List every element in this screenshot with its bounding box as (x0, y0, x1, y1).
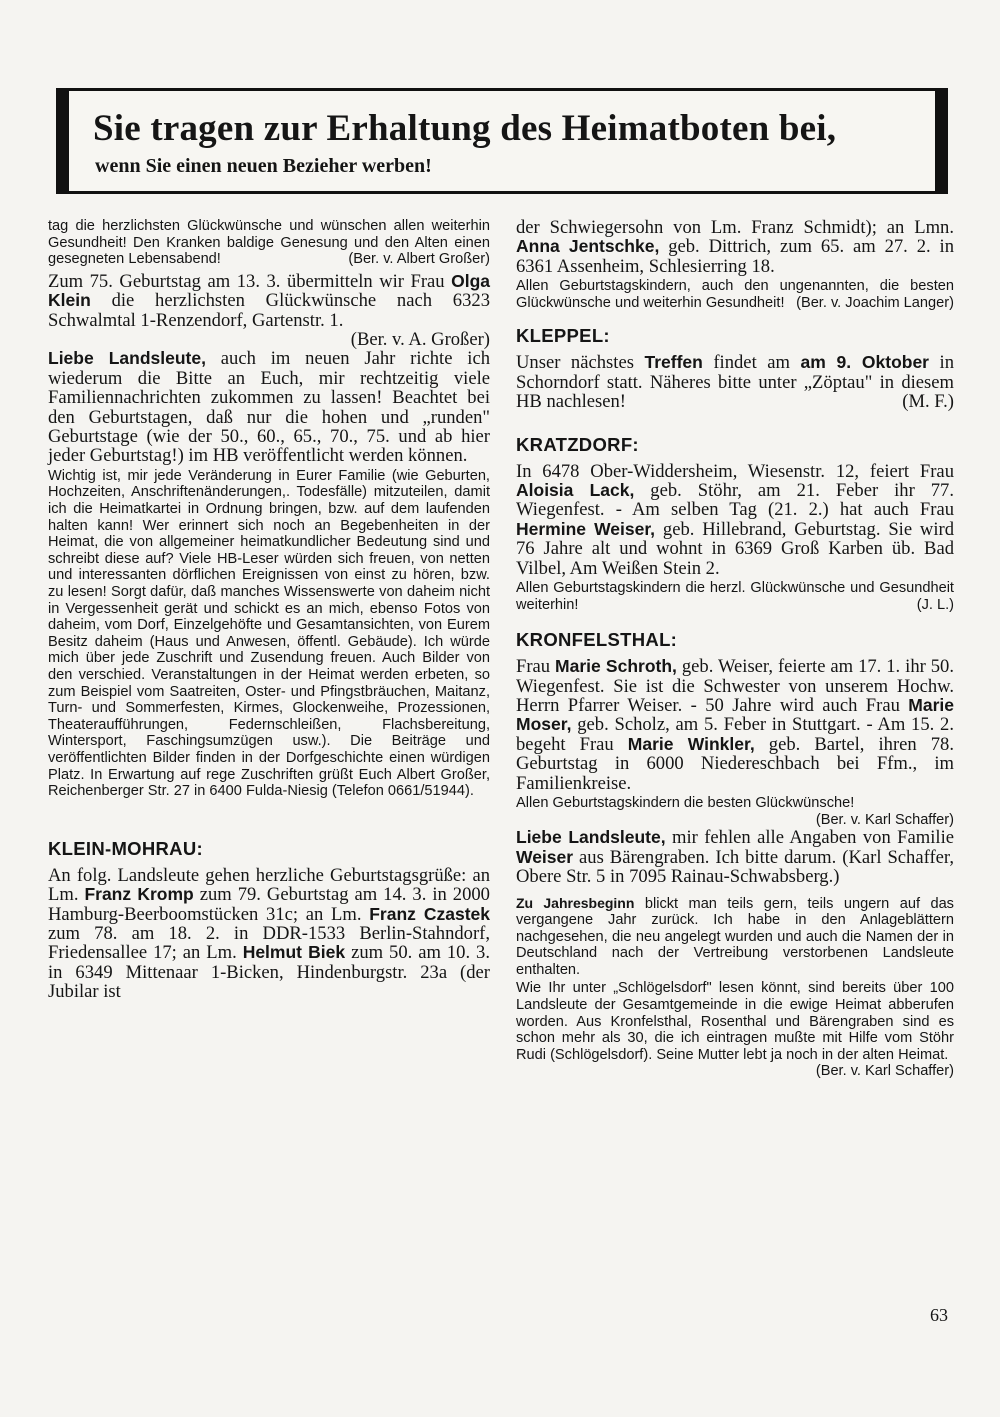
text-run: geb. Weiser, feierte am 17. 1. ihr 50. Wiegenfest. Sie ist die Schwester von unserem Hochw. Herrn Pfarrer Weiser. - 50 Jahre wird auch Frau (516, 656, 955, 717)
person-name: Marie Schroth, (555, 656, 677, 677)
person-name: Franz Kromp (84, 884, 194, 905)
text-run: Frau (516, 656, 556, 678)
kleppel-paragraph (516, 353, 954, 411)
person-name: Franz Czastek (369, 903, 490, 924)
paragraph-text: Allen Geburtstagskindern die besten Glückwünsche! (516, 795, 855, 812)
text-run: geb. Bartel, ihren 78. Geburtstag in 6000 Niedereschbach bei Ffm., im Familienkreise. (516, 733, 955, 794)
section-heading-kratzdorf: KRATZDORF: (516, 433, 639, 455)
kronfelsthal-wishes-paragraph (516, 795, 954, 828)
person-name: Hermine Weiser, (516, 518, 656, 539)
jentschke-paragraph (516, 218, 954, 276)
paragraph-text: Allen Geburtstagskindern die herzl. Glückwünsche und Gesundheit weiterhin! (516, 580, 954, 613)
text-run: In 6478 Ober-Widdersheim, Wiesenstr. 12, feiert Frau (516, 460, 954, 482)
request-paragraph (48, 349, 490, 465)
kronfelsthal-paragraph (516, 657, 954, 793)
event-name: Treffen (644, 352, 703, 373)
banner-subtitle: wenn Sie einen neuen Bezieher werben! (95, 155, 432, 177)
promo-banner (56, 88, 948, 194)
left-column (48, 218, 490, 1002)
reporter-signature: (Ber. v. Joachim Langer) (796, 294, 954, 311)
reporter-signature: (Ber. v. Albert Großer) (348, 251, 490, 268)
section-heading-kronfelsthal: KRONFELSTHAL: (516, 629, 678, 651)
person-name: Marie Winkler, (627, 733, 755, 754)
reporter-signature: (Ber. v. A. Großer) (350, 329, 490, 350)
text-run: Zum 75. Geburtstag am 13. 3. übermitteln wir Frau (48, 270, 452, 292)
section-heading-klein-mohrau: KLEIN-MOHRAU: (48, 837, 203, 859)
text-run: zum 78. am 18. 2. in DDR-1533 Berlin-Stahndorf, Friedensallee 17; an Lm. (48, 922, 490, 964)
kratzdorf-paragraph (516, 462, 954, 578)
text-run: die herzlichsten Glückwünsche nach 6323 Schwalmtal 1-Renzendorf, Gartenstr. 1. (48, 290, 490, 331)
paragraph-lead: Liebe Landsleute, (48, 348, 206, 369)
reporter-signature: (J. L.) (916, 596, 954, 613)
right-column (516, 218, 954, 1080)
text-run: geb. Stöhr, am 21. Feber ihr 77. Wiegenfest. - Am selben Tag (21. 2.) hat auch Frau (516, 480, 955, 521)
reporter-signature: (Ber. v. Karl Schaffer) (815, 1063, 954, 1080)
event-date: am 9. Oktober (800, 352, 929, 373)
paragraph-lead: Liebe Landsleute, (516, 827, 666, 848)
klein-mohrau-paragraph (48, 866, 490, 1002)
text-run: in Schorndorf statt. Näheres bitte unter „Zöptau" in diesem HB nachlesen! (516, 352, 954, 413)
reporter-signature: (Ber. v. Karl Schaffer) (815, 811, 954, 828)
paragraph-text: Wichtig ist, mir jede Veränderung in Eurer Familie (wie Geburten, Hochzeiten, Anschriftenänderungen,. Todesfälle) mitzuteilen, damit ich die Heimatkartei in Ordnung bringen, bzw. auf dem laufenden halten kann! Wer erinnert sich noch an Begebenheiten in der Heimat, die von allgemeiner heimatkundlicher Bedeutung sind und schreibt diese auf? Viele HB-Leser würden sich freuen, von netten und interessanten dörflichen Ereignissen von einst zu hören, bzw. zu lesen! Sorgt dafür, daß manches Wissenswerte von daheim nicht in Vergessenheit gerät und schickt es an mich, ebenso Fotos von daheim, vom Dorf, Einzelgehöfte und Gesamtansichten, von Eurem Besitz daheim (Haus und Anwesen, öffentl. Gebäude). Ich würde mich über jede Zuschrift und Zusendung freuen. Auch Bilder von den verschied. Veranstaltungen in der Heimat werden erbeten, so zum Beispiel vom Saatreiten, Oster- und Pfingstbräuchen, Maitanz, Turn- und Sommerfesten, Kirmes, Glockenweihe, Prozessionen, Theateraufführungen, Federnschleißen, Flachsbereitung, Wintersport, Faschingsumzügen usw.). Die Beiträge und veröffentlichten Bilder finden in der Dorfgeschichte einen würdigen Platz. In Erwartung auf rege Zuschriften grüßt Euch Albert Großer, Reichenberger Str. 27 in 6400 Fulda-Niesig (Telefon 0661/51944). (48, 467, 490, 800)
birthday-wishes-paragraph (48, 218, 490, 268)
olga-klein-paragraph (48, 270, 490, 350)
text-run: zum 50. am 10. 3. in 6349 Mittenaar 1-Bicken, Hindenburgstr. 23a (der Jubilar ist (48, 942, 491, 1003)
schloegelsdorf-paragraph (516, 980, 954, 1080)
person-name: Olga Klein (48, 270, 490, 311)
family-news-paragraph (48, 468, 490, 800)
paragraph-text: tag die herzlichsten Glückwünsche und wünschen allen weiterhin Gesundheit! Den Kranken baldige Genesung und den Alten einen gesegneten Lebensabend! (48, 218, 490, 268)
weiser-request-paragraph (516, 828, 954, 886)
paragraph-text: Allen Geburtstagskindern, auch den ungenannten, die besten Glückwünsche und weiterhin Gesundheit! (516, 278, 954, 311)
text-run: geb. Dittrich, zum 65. am 27. 2. in 6361 Assenheim, Schlesierring 18. (516, 236, 955, 277)
text-run: An folg. Landsleute gehen herzliche Geburtstagsgrüße: an Lm. (48, 864, 490, 906)
text-run: blickt man teils gern, teils ungern auf das vergangene Jahr zurück. Ich habe in den Anlageblättern nachgesehen, die neu angelegt wurden und auch die Namen der in Deutschland nach der Vertreibung verstorbenen Landsleute enthalten. (516, 895, 954, 978)
year-start-paragraph (516, 895, 954, 979)
paragraph-lead: Zu Jahresbeginn (516, 894, 635, 911)
person-name: Aloisia Lack, (516, 480, 635, 501)
family-name: Weiser (516, 846, 574, 867)
reporter-signature: (M. F.) (902, 391, 954, 413)
person-name: Helmut Biek (242, 942, 346, 963)
text-run: Unser nächstes (516, 352, 645, 374)
text-run: geb. Hillebrand, Geburtstag. Sie wird 76 Jahre alt und wohnt in 6369 Groß Karben üb. Bad Vilbel, Am Weißen Stein 2. (516, 518, 954, 579)
text-run: mir fehlen alle Angaben von Familie (665, 827, 954, 849)
paragraph-text: Wie Ihr unter „Schlögelsdorf" lesen könnt, sind bereits über 100 Landsleute der Gesamtgemeinde in die ewige Heimat abberufen worden. Aus Kronfelsthal, Rosenthal und Bärengraben sind es schon mehr als 30, die ich eintragen mußte mit Hilfe vom Stöhr Rudi (Schlögelsdorf). Seine Mutter lebt ja noch in der alten Heimat. (516, 980, 954, 1063)
text-run: auch im neuen Jahr richte ich wiederum die Bitte an Euch, mir rechtzeitig viele Familiennachrichten zukommen zu lassen! Beachtet bei den Geburtstagen, daß nur die hohen und „runden" Geburtstage (wie der 50., 60., 65., 70., 75. und ab hier jeder Geburtstag!) im HB veröffentlicht werden können. (48, 348, 490, 467)
page-number: 63 (930, 1305, 948, 1325)
text-run: aus Bärengraben. Ich bitte darum. (Karl Schaffer, Obere Str. 5 in 7095 Rainau-Schwabsberg.) (516, 846, 954, 888)
person-name: Marie Moser, (516, 695, 954, 735)
section-heading-kleppel: KLEPPEL: (516, 325, 610, 347)
text-run: findet am (702, 352, 801, 374)
text-run: geb. Scholz, am 5. Feber in Stuttgart. - Am 15. 2. begeht Frau (516, 714, 954, 755)
text-run: der Schwiegersohn von Lm. Franz Schmidt); an Lmn. (516, 217, 954, 238)
banner-title: Sie tragen zur Erhaltung des Heimatboten bei, (93, 108, 837, 149)
text-run: zum 79. Geburtstag am 14. 3. in 2000 Hamburg-Beerboomstücken 31c; an Lm. (48, 884, 490, 925)
langer-wishes-paragraph (516, 278, 954, 311)
kratzdorf-wishes-paragraph (516, 580, 954, 613)
person-name: Anna Jentschke, (516, 236, 660, 257)
